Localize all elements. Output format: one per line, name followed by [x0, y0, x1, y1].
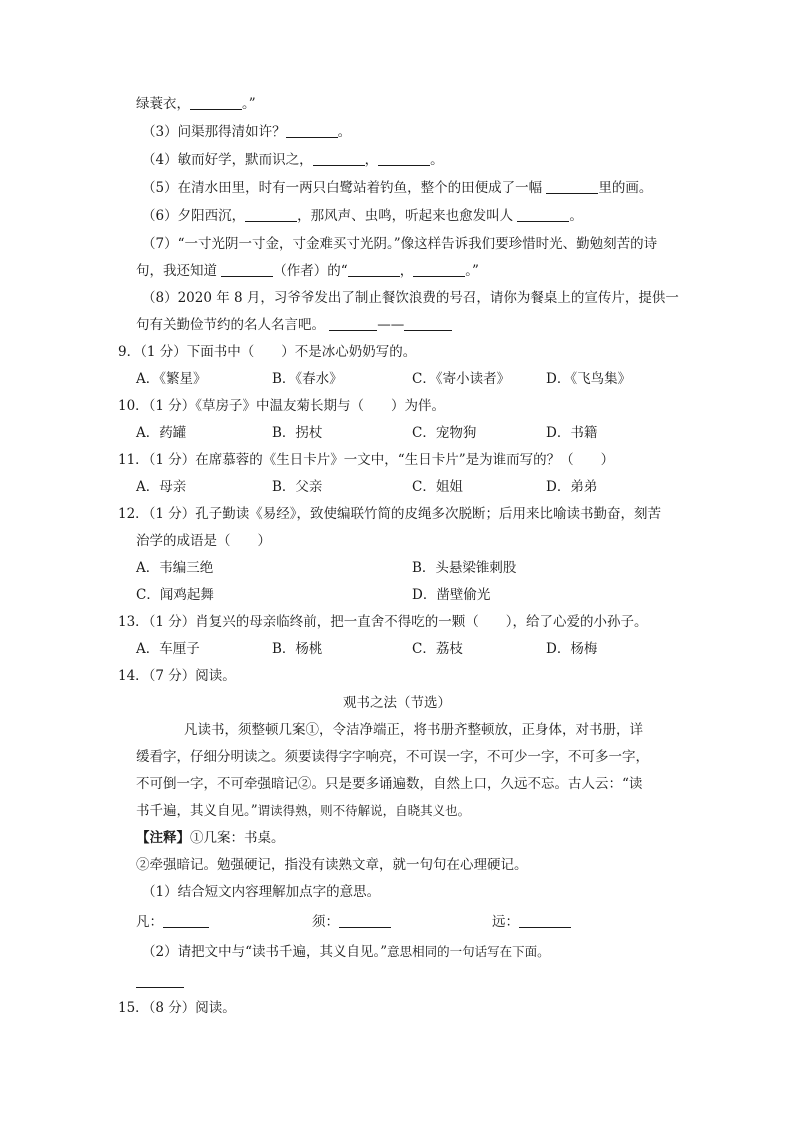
fill-line-8b — [136, 315, 452, 335]
fill-line-4 — [142, 150, 444, 170]
note-line-2: ②牵强暗记。勉强硬记，指没有读熟文章，就一句句在心理硬记。 — [136, 857, 528, 873]
text: （8）2020 年 8 月，习爷爷发出了制止餐饮浪费的号召，请你为餐桌上的宣传片，提供一 — [142, 290, 679, 306]
passage-line: 凡读书，须整顿几案①，令洁净端正，将书册齐整顿放，正身体，对书册，详 — [184, 722, 643, 738]
note-label: 【注释】 — [136, 830, 190, 846]
text: 凡： — [136, 914, 163, 930]
question-11: 11．（1 分）在席慕蓉的《生日卡片》一文中，“生日卡片”是为谁而写的？（ ） — [118, 452, 615, 468]
fill-line-3 — [142, 122, 351, 142]
option-a[interactable]: A．韦编三绝 — [136, 560, 214, 576]
text: 意思相同的一句话写在下面。 — [387, 944, 550, 959]
option-c[interactable]: C．荔枝 — [412, 641, 463, 657]
option-d[interactable]: D．弟弟 — [546, 479, 598, 495]
answer-blank[interactable] — [546, 179, 598, 194]
answer-blank[interactable] — [378, 151, 430, 166]
text: 句有关勤俭节约的名人名言吧。 — [136, 317, 325, 333]
fill-line-poem-end — [136, 94, 256, 114]
option-b[interactable]: B．拐杖 — [272, 425, 323, 441]
fill-line-5 — [142, 178, 652, 198]
fill-line-7a — [142, 234, 657, 254]
answer-blank[interactable] — [519, 913, 571, 928]
text: 。” — [242, 96, 256, 112]
answer-blank[interactable] — [221, 262, 273, 277]
option-d[interactable]: D．杨梅 — [546, 641, 598, 657]
fill-fan — [136, 912, 209, 932]
text: 里的画。 — [598, 180, 653, 196]
passage-line — [136, 801, 470, 821]
text: （作者）的“ — [273, 263, 348, 279]
option-b[interactable]: B．父亲 — [272, 479, 323, 495]
text: （4）敏而好学，默而识之， — [142, 152, 313, 168]
option-d[interactable]: D．凿壁偷光 — [412, 587, 491, 603]
option-c[interactable]: C．宠物狗 — [412, 425, 477, 441]
text: ，那风声、虫鸣，听起来也愈发叫人 — [297, 208, 514, 224]
note-line-1 — [136, 828, 285, 848]
answer-blank[interactable] — [190, 95, 242, 110]
option-c[interactable]: C．闻鸡起舞 — [136, 587, 214, 603]
answer-blank[interactable] — [136, 986, 184, 988]
text: 。” — [465, 263, 479, 279]
passage-title: 观书之法（节选） — [343, 695, 451, 711]
answer-blank[interactable] — [339, 913, 391, 928]
text: 。 — [430, 152, 444, 168]
fill-line-8a — [142, 288, 679, 308]
answer-blank[interactable] — [163, 913, 209, 928]
answer-blank[interactable] — [413, 262, 465, 277]
text: （6）夕阳西沉， — [142, 208, 246, 224]
question-13: 13．（1 分）肖复兴的母亲临终前，把一直舍不得吃的一颗（ ），给了心爱的小孙子。 — [118, 614, 648, 630]
fill-line-7b — [136, 261, 479, 281]
answer-blank[interactable] — [286, 123, 338, 138]
option-a[interactable]: A．车厘子 — [136, 641, 200, 657]
answer-blank[interactable] — [517, 207, 569, 222]
text: 句，我还知道 — [136, 263, 217, 279]
option-d[interactable]: D．书籍 — [546, 425, 598, 441]
text: 绿蓑衣， — [136, 96, 190, 112]
question-12: 12．（1 分）孔子勤读《易经》，致使编联竹简的皮绳多次脱断；后用来比喻读书勤奋，刻苦 — [118, 506, 662, 522]
text: （3）问渠那得清如许？ — [142, 124, 286, 140]
text: （2）请把文中与“读书千遍，其义自见。” — [142, 944, 388, 960]
text: （7）“一寸光阴一寸金，寸金难买寸光阴。”像这样告诉我们要珍惜时光、勤勉刻苦的诗 — [142, 236, 658, 252]
answer-blank[interactable] — [329, 316, 377, 331]
text: 谓读得熟，则不待解说，自晓其义也。 — [257, 803, 471, 818]
question-15: 15．（8 分）阅读。 — [118, 1000, 236, 1016]
passage-line: 缓看字，仔细分明读之。须要读得字字响亮，不可误一字，不可少一字，不可多一字， — [136, 749, 649, 765]
sub-question-1: （1）结合短文内容理解加点字的意思。 — [142, 884, 381, 900]
option-b[interactable]: B．《春水》 — [272, 371, 343, 387]
text: 远： — [492, 914, 519, 930]
text: 。 — [337, 124, 352, 140]
fill-yuan — [492, 912, 571, 932]
question-12-cont: 治学的成语是（ ） — [136, 533, 271, 549]
option-b[interactable]: B．杨桃 — [272, 641, 323, 657]
option-b[interactable]: B．头悬梁锥刺股 — [412, 560, 517, 576]
answer-blank[interactable] — [245, 207, 297, 222]
option-c[interactable]: C．姐姐 — [412, 479, 463, 495]
answer-blank[interactable] — [313, 151, 365, 166]
text: ， — [364, 152, 379, 168]
option-c[interactable]: C．《寄小读者》 — [412, 371, 511, 387]
text: （5）在清水田里，时有一两只白鹭站着钓鱼，整个的田便成了一幅 — [142, 180, 543, 196]
option-a[interactable]: A．母亲 — [136, 479, 187, 495]
text: 。 — [569, 208, 583, 224]
text: —— — [377, 317, 405, 333]
text: ， — [399, 263, 414, 279]
answer-blank[interactable] — [404, 316, 452, 331]
text: 书千遍，其义自见。” — [136, 803, 258, 819]
fill-xu — [312, 912, 391, 932]
option-a[interactable]: A．《繁星》 — [136, 371, 207, 387]
question-14: 14．（7 分）阅读。 — [118, 668, 236, 684]
answer-blank[interactable] — [348, 262, 400, 277]
question-10: 10．（1 分）《草房子》中温友菊长期与（ ）为伴。 — [118, 398, 446, 414]
text: 须： — [312, 914, 339, 930]
passage-line: 不可倒一字，不可牵强暗记②。只是要多诵遍数，自然上口，久远不忘。古人云：“读 — [136, 776, 643, 792]
option-a[interactable]: A．药罐 — [136, 425, 187, 441]
option-d[interactable]: D．《飞鸟集》 — [546, 371, 632, 387]
text: ①几案：书桌。 — [190, 830, 285, 846]
sub-question-2 — [142, 942, 550, 962]
fill-line-6 — [142, 206, 583, 226]
question-9: 9．（1 分）下面书中（ ）不是冰心奶奶写的。 — [118, 344, 417, 360]
